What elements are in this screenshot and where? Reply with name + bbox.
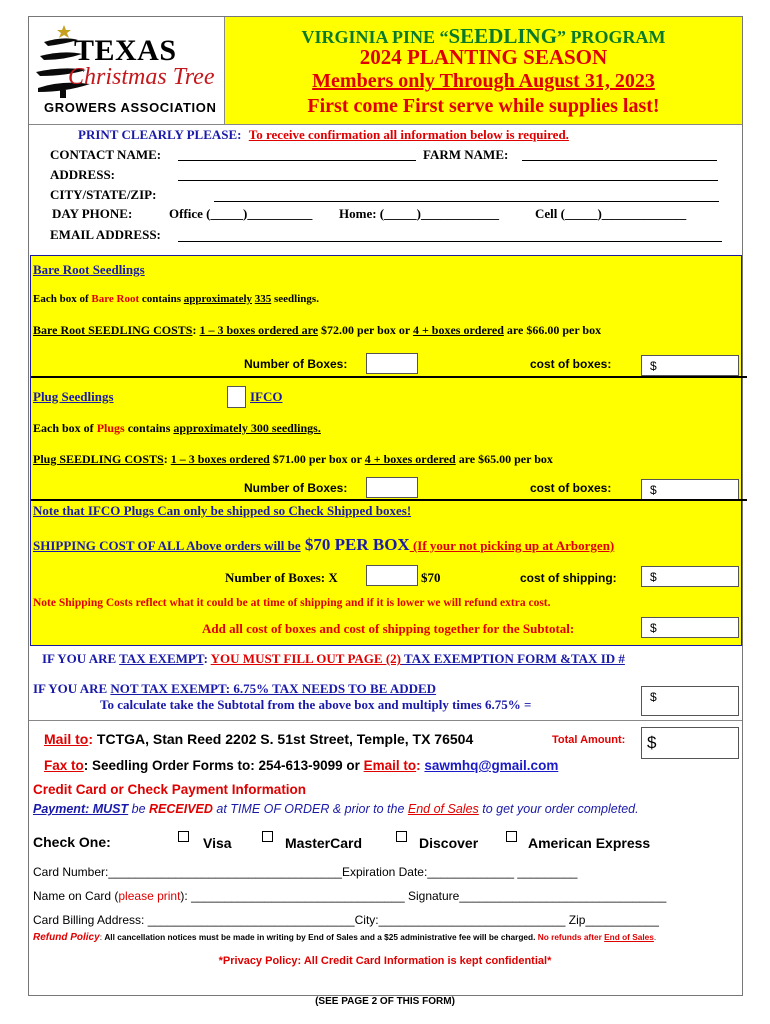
- print-clearly: PRINT CLEARLY PLEASE: To receive confirmation all information below is required.: [78, 127, 569, 142]
- logo-texas: TEXAS: [74, 34, 177, 67]
- tax-amount-input[interactable]: $: [641, 686, 739, 716]
- total-amount-input[interactable]: $: [641, 727, 739, 759]
- city-field[interactable]: [214, 201, 719, 202]
- header-bottom-rule: [29, 124, 742, 125]
- shipping-rate: $70: [421, 570, 441, 585]
- discover-label: Discover: [419, 835, 479, 851]
- season-title: 2024 PLANTING SEASON: [359, 45, 608, 69]
- plug-boxes-input[interactable]: [366, 477, 418, 498]
- plug-cost-input[interactable]: $: [641, 479, 739, 500]
- plug-cost-label: cost of boxes:: [530, 481, 612, 495]
- bare-root-boxes-input[interactable]: [366, 353, 418, 374]
- mastercard-checkbox[interactable]: [262, 831, 273, 842]
- bare-root-cost-label: cost of boxes:: [530, 357, 612, 371]
- ifco-checkbox[interactable]: [227, 386, 246, 408]
- first-come-note: First come First serve while supplies last!: [307, 95, 660, 117]
- program-title: VIRGINIA PINE “SEEDLING” PROGRAM: [301, 24, 666, 48]
- shipping-cost-line: SHIPPING COST OF ALL Above orders will be $70 PER BOX (If your not picking up at Arborgen): [33, 535, 615, 554]
- farm-name-label: FARM NAME:: [423, 147, 509, 162]
- order-section: [30, 255, 742, 646]
- bare-root-costs: Bare Root SEEDLING COSTS: 1 – 3 boxes ordered are $72.00 per box or 4 + boxes ordered are $66.00 per box: [33, 323, 602, 337]
- shipping-refund-note: Note Shipping Costs reflect what it could be at time of shipping and if it is lower we will refund extra cost.: [33, 597, 551, 609]
- logo-growers: GROWERS ASSOCIATION: [44, 100, 217, 115]
- tax-section-rule: [29, 720, 742, 721]
- logo: [34, 20, 222, 120]
- subtotal-label: Add all cost of boxes and cost of shipping together for the Subtotal:: [202, 621, 575, 636]
- office-phone-field[interactable]: Office (_____)__________: [169, 206, 313, 221]
- name-on-card-field[interactable]: Name on Card (please print): ________________________________ Signature_______________________________: [33, 889, 667, 903]
- section-divider: [31, 499, 747, 501]
- plug-title: Plug Seedlings: [33, 389, 114, 404]
- discover-checkbox[interactable]: [396, 831, 407, 842]
- not-tax-exempt-line: IF YOU ARE NOT TAX EXEMPT: 6.75% TAX NEEDS TO BE ADDED: [33, 681, 437, 696]
- email-field[interactable]: [178, 241, 722, 242]
- email-label: EMAIL ADDRESS:: [50, 227, 161, 242]
- visa-checkbox[interactable]: [178, 831, 189, 842]
- payment-deadline: Payment: MUST be RECEIVED at TIME OF ORDER & prior to the End of Sales to get your order completed.: [33, 802, 639, 816]
- shipping-boxes-label: Number of Boxes: X: [225, 570, 338, 585]
- shipping-cost-input[interactable]: $: [641, 566, 739, 587]
- city-label: CITY/STATE/ZIP:: [50, 187, 157, 202]
- section-divider: [31, 376, 747, 378]
- mastercard-label: MasterCard: [285, 835, 363, 851]
- farm-name-field[interactable]: [522, 160, 717, 161]
- card-info-title: Credit Card or Check Payment Information: [33, 782, 307, 797]
- cell-phone-field[interactable]: Cell (_____)_____________: [535, 206, 687, 221]
- plug-desc: Each box of Plugs contains approximately 300 seedlings.: [33, 421, 321, 435]
- day-phone-label: DAY PHONE:: [52, 206, 133, 221]
- plug-costs: Plug SEEDLING COSTS: 1 – 3 boxes ordered $71.00 per box or 4 + boxes ordered are $65.00 per box: [33, 452, 553, 466]
- billing-address-field[interactable]: Card Billing Address: _______________________________City:____________________________ Zip___________: [33, 913, 659, 927]
- members-deadline: Members only Through August 31, 2023: [312, 70, 655, 92]
- check-one-label: Check One:: [33, 834, 111, 850]
- total-amount-label: Total Amount:: [552, 734, 626, 746]
- bare-root-title: Bare Root Seedlings: [33, 262, 145, 277]
- address-label: ADDRESS:: [50, 167, 116, 182]
- contact-name-field[interactable]: [178, 160, 416, 161]
- see-page-two: (SEE PAGE 2 OF THIS FORM): [315, 996, 455, 1007]
- shipping-cost-label: cost of shipping:: [520, 571, 617, 585]
- ifco-label: IFCO: [250, 389, 283, 404]
- card-number-field[interactable]: Card Number:___________________________________Expiration Date:_____________ _________: [33, 865, 578, 879]
- contact-name-label: CONTACT NAME:: [50, 147, 162, 162]
- shipping-boxes-input[interactable]: [366, 565, 418, 586]
- bare-root-desc: Each box of Bare Root contains approximately 335 seedlings.: [33, 293, 319, 305]
- tax-exempt-line: IF YOU ARE TAX EXEMPT: YOU MUST FILL OUT PAGE (2) TAX EXEMPTION FORM &TAX ID #: [42, 651, 625, 666]
- logo-christmas-tree: Christmas Tree: [68, 64, 215, 90]
- mail-to-line: Mail to: TCTGA, Stan Reed 2202 S. 51st Street, Temple, TX 76504: [44, 731, 474, 747]
- ifco-ship-note: Note that IFCO Plugs Can only be shipped so Check Shipped boxes!: [33, 503, 412, 518]
- visa-label: Visa: [203, 835, 232, 851]
- plug-boxes-label: Number of Boxes:: [244, 481, 348, 495]
- bare-root-cost-input[interactable]: $: [641, 355, 739, 376]
- fax-email-line: Fax to: Seedling Order Forms to: 254-613-9099 or Email to: sawmhq@gmail.com: [44, 758, 559, 773]
- amex-checkbox[interactable]: [506, 831, 517, 842]
- address-field[interactable]: [178, 180, 718, 181]
- subtotal-input[interactable]: $: [641, 617, 739, 638]
- email-address-link[interactable]: sawmhq@gmail.com: [424, 758, 559, 773]
- refund-policy: Refund Policy: All cancellation notices must be made in writing by End of Sales and a $25 administrative fee will be charged. No refunds after End of Sales.: [33, 932, 657, 943]
- bare-root-boxes-label: Number of Boxes:: [244, 357, 348, 371]
- tax-calc-instruction: To calculate take the Subtotal from the above box and multiply times 6.75% =: [100, 697, 532, 712]
- privacy-policy: *Privacy Policy: All Credit Card Information is kept confidential*: [218, 955, 552, 967]
- amex-label: American Express: [528, 835, 651, 851]
- email-link[interactable]: Email to: [363, 758, 417, 773]
- home-phone-field[interactable]: Home: (_____)____________: [339, 206, 499, 221]
